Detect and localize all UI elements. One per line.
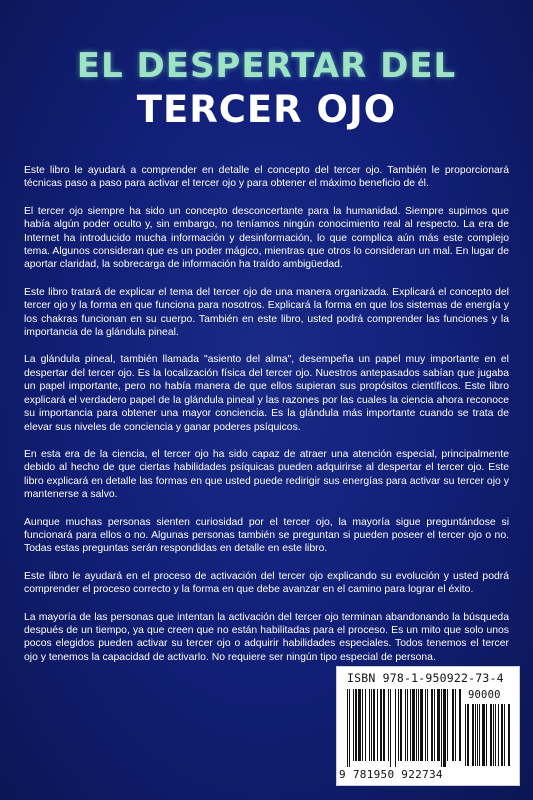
barcode-addon-bars bbox=[465, 704, 511, 767]
blurb-paragraph-6: Aunque muchas personas sienten curiosidad por el tercer ojo, la mayoría sigue preguntándose si funcionará para ellos o no. Algunas personas también se preguntan si pueden poseer el tercer ojo o no. Todas estas preguntas serán respondidas en detalle en este libro. bbox=[24, 516, 509, 555]
blurb-paragraph-7: Este libro le ayudará en el proceso de activación del tercer ojo explicando su evolución y usted podrá comprender el proceso correcto y la forma en que debe avanzar en el camino para lograr el éxito. bbox=[24, 570, 509, 596]
barcode-addon-label: 90000 bbox=[468, 689, 501, 701]
title-line-1: EL DESPERTAR DEL bbox=[76, 46, 457, 86]
blurb-paragraph-8: La mayoría de las personas que intentan la activación del tercer ojo terminan abandonando la búsqueda después de un tiempo, ya que creen que no están habilitadas para el proceso. Es un mito que solo unos pocos elegidos pueden activar su tercer ojo o adquirir habilidades especiales. Todos tenemos el tercer ojo y tenemos la capacidad de activarlo. No requiere ser ningún tipo especial de persona. bbox=[24, 611, 509, 663]
isbn-barcode bbox=[336, 666, 520, 786]
barcode-digits: 9 781950 922734 bbox=[339, 768, 443, 781]
blurb-paragraph-5: En esta era de la ciencia, el tercer ojo ha sido capaz de atraer una atención especial, principalmente debido al hecho de que ciertas habilidades psíquicas pueden adquirirse al despertar el tercer ojo. Este libro explicará en detalle las formas en que usted puede redirigir sus energías para activar su tercer ojo y mantenerse a salvo. bbox=[24, 448, 509, 501]
blurb-paragraph-1: Este libro le ayudará a comprender en detalle el concepto del tercer ojo. También le proporcionará técnicas paso a paso para activar el tercer ojo y para obtener el máximo beneficio de él. bbox=[24, 165, 509, 190]
blurb-paragraph-3: Este libro tratará de explicar el tema del tercer ojo de una manera organizada. Explicará el concepto del tercer ojo y la forma en que funciona para nosotros. Explicará la forma en que los sistemas de energía y los chakras funcionan en su cuerpo. También en este libro, usted podrá comprender las funciones y la importancia de la glándula pineal. bbox=[24, 286, 509, 339]
blurb-text bbox=[24, 164, 509, 678]
barcode-main-bars bbox=[347, 689, 461, 767]
title-line-2: TERCER OJO bbox=[136, 88, 397, 131]
blurb-paragraph-4: La glándula pineal, también llamada "asiento del alma", desempeña un papel muy importante en el despertar del tercer ojo. Es la localización física del tercer ojo. Nuestros antepasados sabían que jugaba un papel importante, pero no había manera de que ellos supieran sus propósitos científicos. Este libro explicará el verdadero papel de la glándula pineal y las razones por las cuales la ciencia ahora reconoce su importancia para obtener una mayor conciencia. Es la glándula más importante cuando se trata de elevar sus niveles de conciencia y ganar poderes psíquicos. bbox=[24, 354, 509, 433]
isbn-label: ISBN 978-1-950922-73-4 bbox=[347, 671, 504, 685]
blurb-paragraph-2: El tercer ojo siempre ha sido un concepto desconcertante para la humanidad. Siempre supimos que había algún poder oculto y, sin embargo, no teníamos ningún conocimiento real al respecto. La era de Internet ha introducido mucha información y desinformación, lo que complica aún más este complejo tema. Algunos consideran que es un poder mágico, mientras que otros lo consideran un mal. En lugar de aportar claridad, la sobrecarga de información ha traído ambigüedad. bbox=[24, 205, 509, 271]
